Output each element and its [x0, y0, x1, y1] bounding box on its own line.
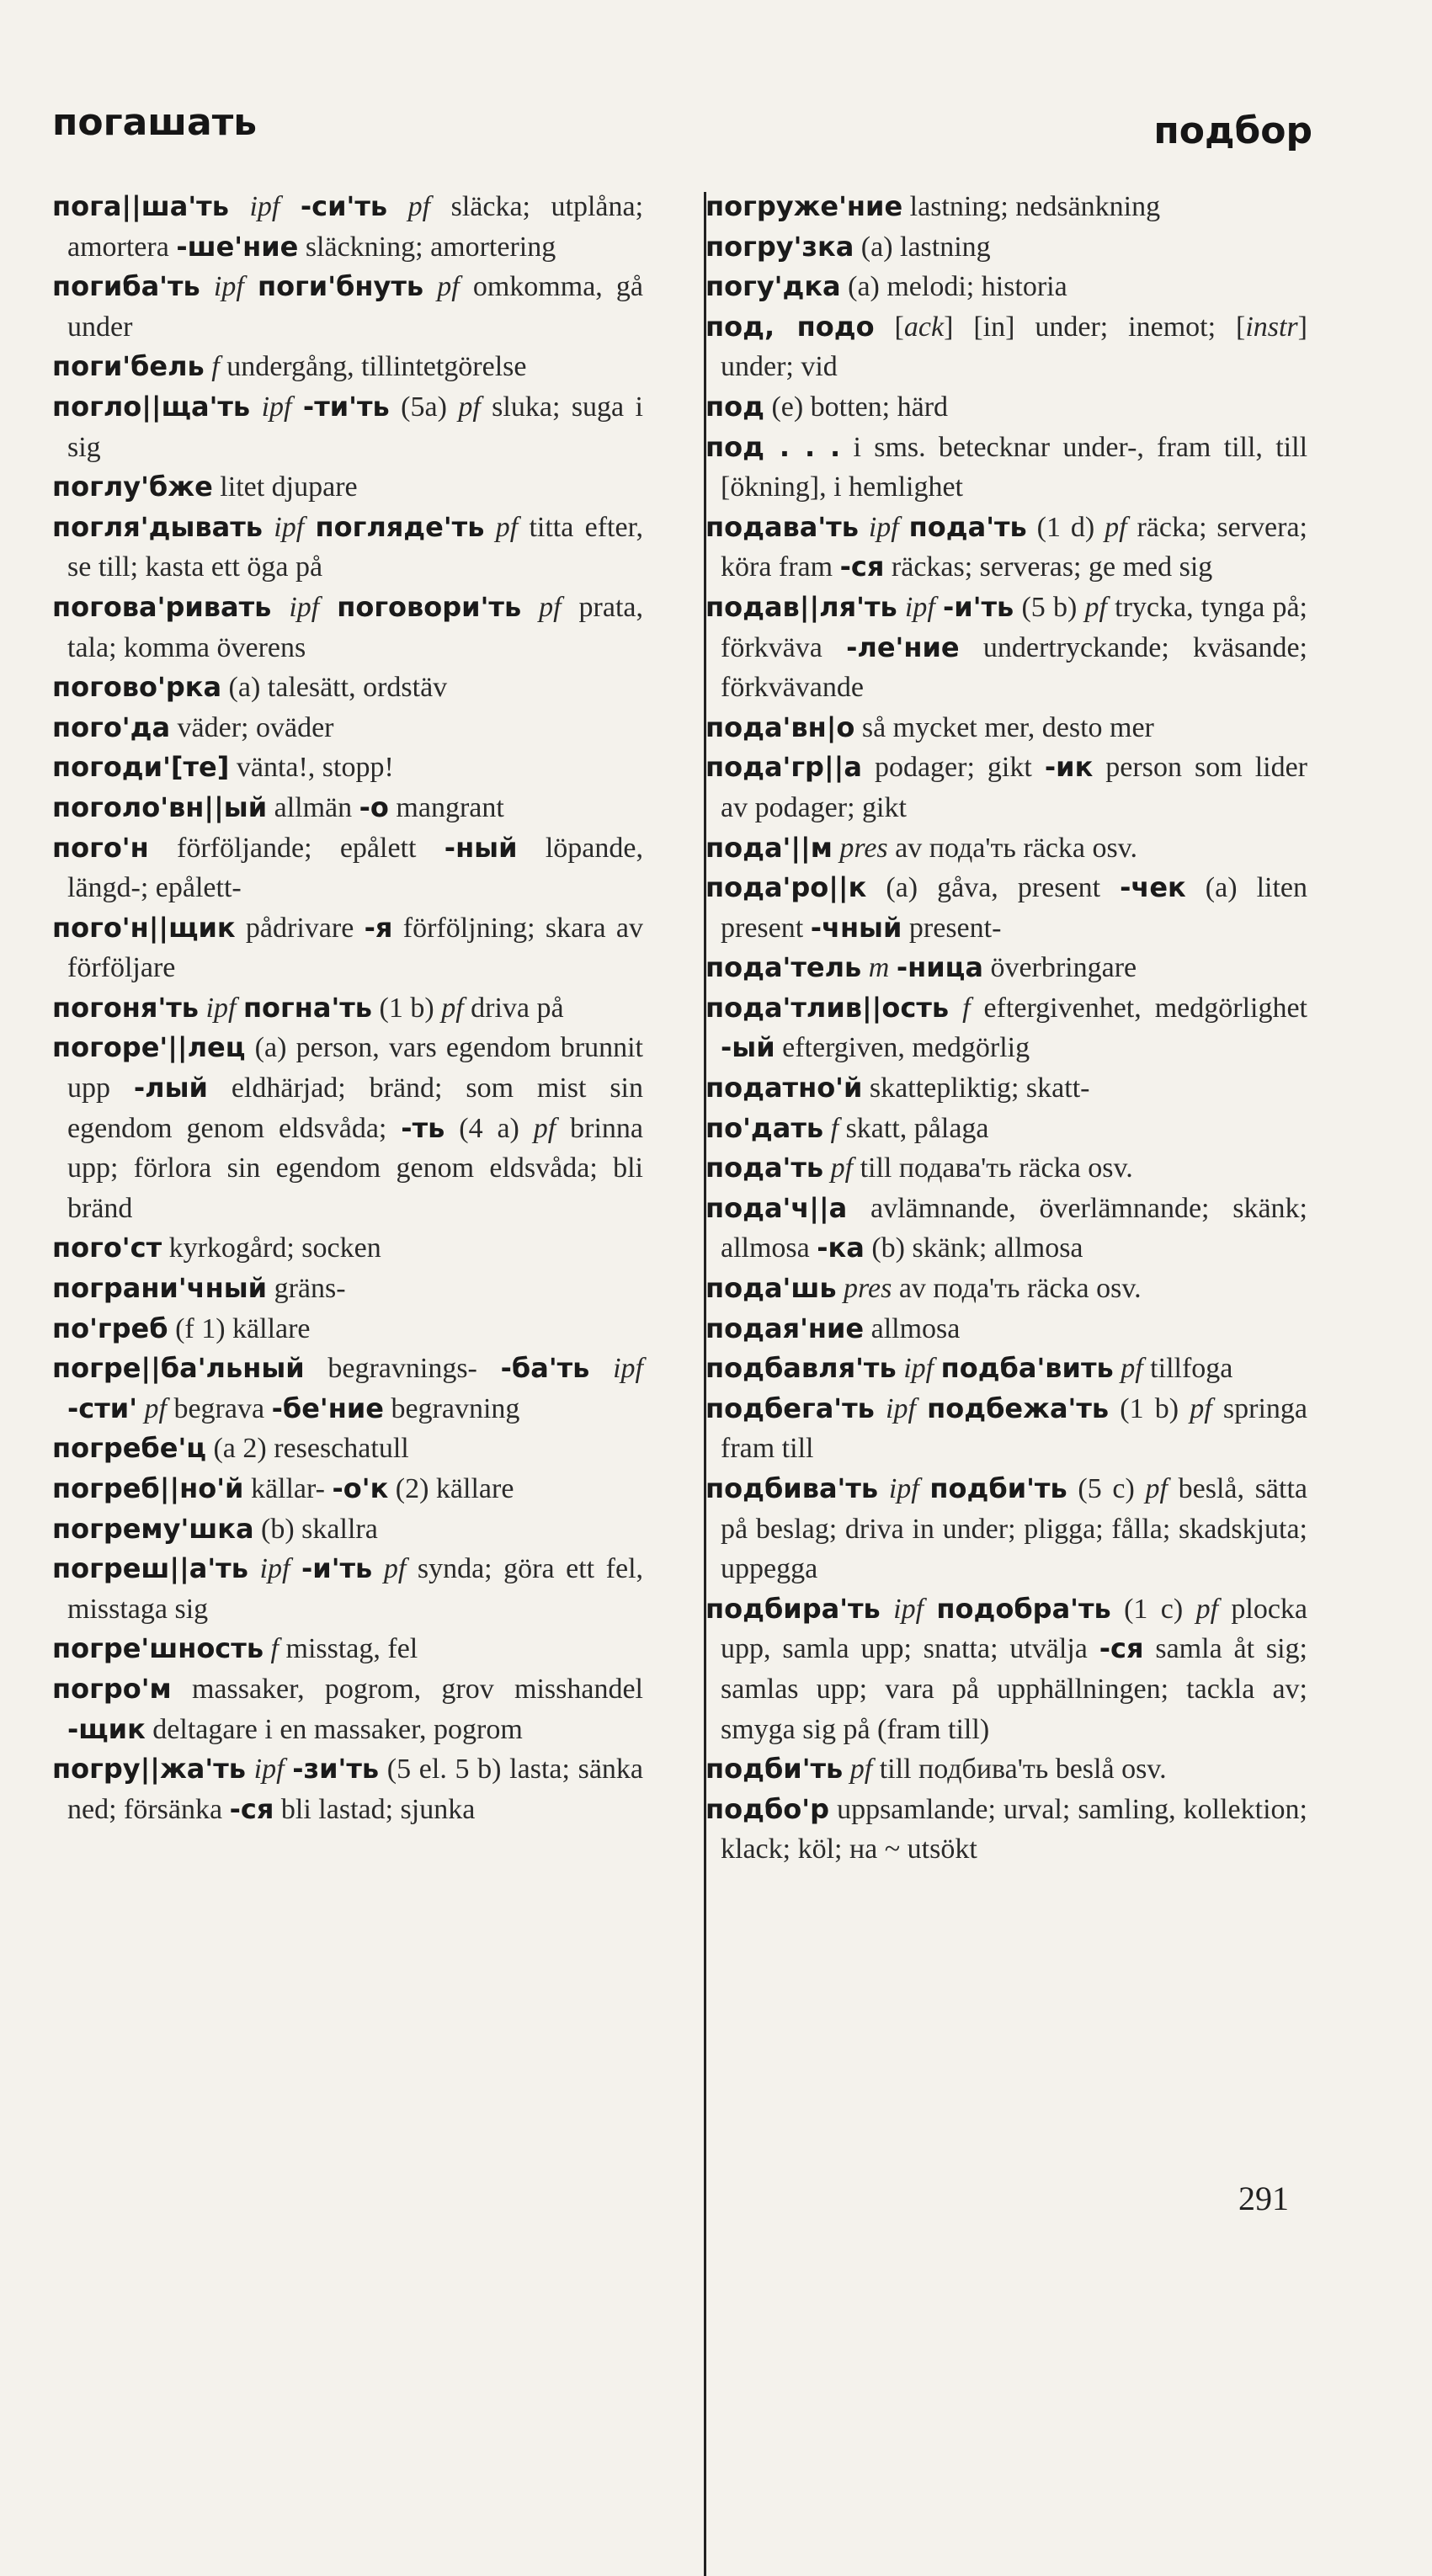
dictionary-entry: подав||ля'ть ipf -и'ть (5 b) pf trycka, tynga på; förkväva -ле'ние undertryckande; kväsande; förkvävande — [705, 590, 1308, 704]
dictionary-entry: поглу'бже litet djupare — [52, 471, 358, 503]
dictionary-entry: погребе'ц (a 2) reseschatull — [52, 1432, 409, 1465]
dictionary-entry: по'дать f skatt, pålaga — [705, 1111, 989, 1144]
dictionary-entry: пода'||м pres av пода'ть räcka osv. — [705, 831, 1137, 864]
dictionary-entry: пода'ч||а avlämnande, överlämnande; skänk; allmosa -ка (b) skänk; allmosa — [705, 1191, 1307, 1264]
dictionary-entry: подбо'р uppsamlande; urval; samling, kollektion; klack; köl; на ~ utsökt — [705, 1792, 1307, 1865]
right-column — [705, 187, 1307, 1870]
running-head-left: погашать — [52, 101, 258, 144]
page-number: 291 — [1238, 2179, 1289, 2217]
dictionary-entry: пода'тлив||ость f eftergivenhet, medgörlighet -ый eftergiven, medgörlig — [705, 991, 1308, 1064]
dictionary-entry: под, подо [ack] [in] under; inemot; [instr] under; vid — [705, 310, 1307, 383]
dictionary-entry: погоре'||лец (a) person, vars egendom brunnit upp -лый eldhärjad; bränd; som mist sin egendom genom eldsvåda; -ть (4 a) pf brinna upp; förlora sin egendom genom eldsvåda; bli bränd — [52, 1031, 644, 1224]
dictionary-entry: поголо'вн||ый allmän -о mangrant — [52, 790, 504, 823]
left-column — [52, 187, 643, 1829]
dictionary-entry: подбира'ть ipf подобра'ть (1 c) pf plocka upp, samla upp; snatta; utvälja -ся samla åt sig; samlas upp; vara på upphällningen; tackla av; smyga sig på (fram till) — [705, 1592, 1307, 1745]
dictionary-entry: пода'вн|о så mycket mer, desto mer — [705, 711, 1154, 743]
dictionary-entry: подбива'ть ipf подби'ть (5 c) pf beslå, sätta på beslag; driva in under; pligga; fålla; skadskjuta; uppegga — [705, 1472, 1307, 1585]
dictionary-entry: погру||жа'ть ipf -зи'ть (5 el. 5 b) lasta; sänka ned; försänka -ся bli lastad; sjunka — [52, 1753, 644, 1825]
dictionary-entry: под . . . i sms. betecknar under-, fram till, till [ökning], i hemlighet — [705, 430, 1308, 503]
dictionary-entry: погреш||а'ть ipf -и'ть pf synda; göra ett fel, misstaga sig — [52, 1552, 644, 1625]
dictionary-entry: пода'гр||а podager; gikt -ик person som lider av podager; gikt — [705, 751, 1307, 823]
dictionary-entry: подая'ние allmosa — [705, 1312, 961, 1344]
dictionary-entry: погова'ривать ipf поговори'ть pf prata, tala; komma överens — [52, 590, 644, 663]
dictionary-entry: под (e) botten; härd — [705, 390, 949, 423]
dictionary-entry: подби'ть pf till подбива'ть beslå osv. — [705, 1753, 1167, 1786]
dictionary-entry: пого'н förföljande; epålett -ный löpande, längd-; epålett- — [52, 831, 643, 904]
dictionary-entry: подава'ть ipf пода'ть (1 d) pf räcka; servera; köra fram -ся räckas; serveras; ge med sig — [705, 510, 1308, 583]
dictionary-entry: пога||ша'ть ipf -си'ть pf släcka; utplåna; amortera -ше'ние släckning; amortering — [52, 190, 644, 263]
dictionary-entry: погреб||но'й källar- -о'к (2) källare — [52, 1472, 514, 1504]
dictionary-entry: по'греб (f 1) källare — [52, 1312, 311, 1344]
dictionary-entry: погре'шность f misstag, fel — [52, 1632, 418, 1665]
dictionary-entry: податно'й skattepliktig; skatt- — [705, 1072, 1090, 1104]
dictionary-entry: пода'ро||к (a) gåva, present -чек (a) liten present -чный present- — [705, 871, 1307, 944]
dictionary-entry: погрему'шка (b) skallra — [52, 1512, 378, 1545]
dictionary-entry: погру'зка (a) lastning — [705, 230, 991, 263]
dictionary-entry: погля'дывать ipf погляде'ть pf titta efter, se till; kasta ett öga på — [52, 510, 644, 583]
dictionary-entry: пода'тель m -ница överbringare — [705, 951, 1137, 984]
dictionary-entry: погре||ба'льный begravnings- -ба'ть ipf -сти' pf begrava -бе'ние begravning — [52, 1352, 643, 1424]
dictionary-entry: погу'дка (a) melodi; historia — [705, 270, 1067, 303]
dictionary-entry: подбавля'ть ipf подба'вить pf tillfoga — [705, 1352, 1233, 1385]
dictionary-entry: погро'м massaker, pogrom, grov misshandel -щик deltagare i en massaker, pogrom — [52, 1672, 643, 1745]
dictionary-entry: поги'бель f undergång, tillintetgörelse — [52, 350, 527, 383]
dictionary-entry: погло||ща'ть ipf -ти'ть (5a) pf sluka; suga i sig — [52, 390, 644, 463]
dictionary-entry: подбега'ть ipf подбежа'ть (1 b) pf springa fram till — [705, 1392, 1307, 1465]
dictionary-entry: пограни'чный gräns- — [52, 1272, 346, 1305]
dictionary-entry: погиба'ть ipf поги'бнуть pf omkomma, gå under — [52, 270, 644, 343]
dictionary-entry: погоди'[те] vänta!, stopp! — [52, 751, 394, 784]
dictionary-entry: погоня'ть ipf погна'ть (1 b) pf driva på — [52, 991, 564, 1024]
dictionary-entry: пого'н||щик pådrivare -я förföljning; skara av förföljare — [52, 911, 643, 984]
dictionary-entry: пода'ть pf till подава'ть räcka osv. — [705, 1152, 1133, 1184]
dictionary-entry: пого'да väder; oväder — [52, 711, 334, 743]
running-head-right: подбор — [1153, 109, 1312, 152]
dictionary-entry: пого'ст kyrkogård; socken — [52, 1232, 381, 1264]
dictionary-entry: пода'шь pres av пода'ть räcka osv. — [705, 1272, 1142, 1305]
dictionary-entry: погруже'ние lastning; nedsänkning — [705, 190, 1161, 222]
dictionary-entry: погово'рка (a) talesätt, ordstäv — [52, 671, 448, 704]
